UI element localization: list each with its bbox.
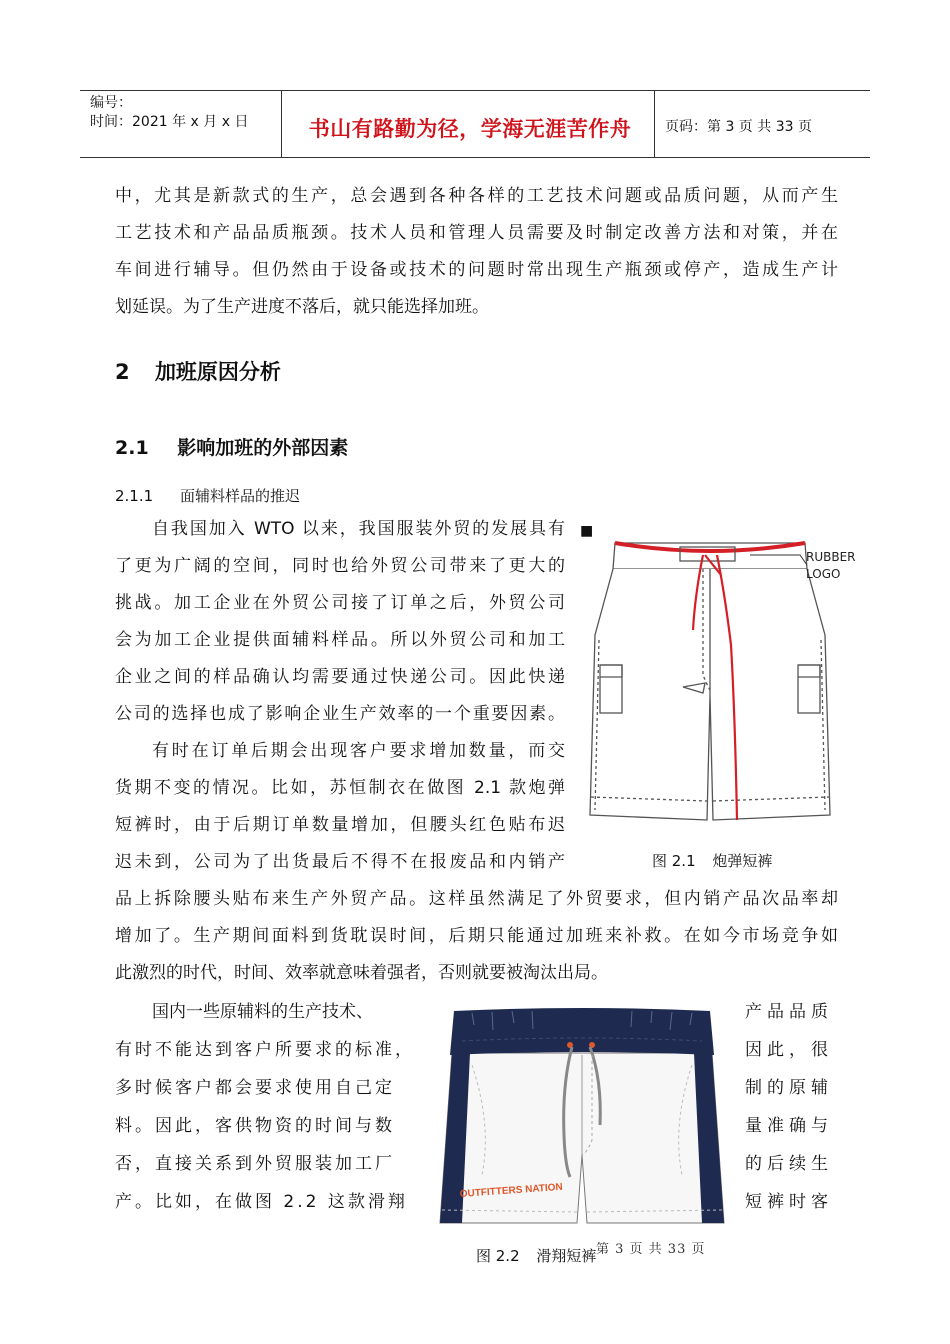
figure-2-1-bullet: ■	[580, 523, 594, 539]
header-divider-left	[281, 90, 282, 158]
section-2-title: 加班原因分析	[154, 360, 281, 384]
para3-left-3: 多时候客户都会要求使用自己定	[115, 1078, 395, 1098]
section-2-heading	[115, 356, 281, 386]
para3-right-1: 产品品质	[745, 1002, 833, 1022]
section-2-1-1-number: 2.1.1	[115, 487, 154, 505]
figure-2-1-caption	[652, 850, 772, 871]
para3-right-5: 的后续生	[745, 1154, 833, 1174]
intro-line-4: 划延误。为了生产进度不落后，就只能选择加班。	[115, 297, 489, 317]
header-top-rule	[80, 90, 870, 91]
figure-2-1-callout-line-2: LOGO	[806, 567, 841, 581]
header-bottom-rule	[80, 157, 870, 158]
intro-line-1: 中，尤其是新款式的生产，总会遇到各种各样的工艺技术问题或品质问题，从而产生	[115, 186, 838, 206]
header-page-label: 页码：第 3 页 共 33 页	[665, 119, 812, 135]
figure-2-1-callout-line-1: RUBBER	[806, 550, 856, 564]
para2-line-1: 有时在订单后期会出现客户要求增加数量，而交	[152, 741, 565, 761]
para3-right-3: 制的原辅	[745, 1078, 833, 1098]
figure-2-2-caption-number: 图 2.2	[476, 1247, 520, 1265]
intro-line-2: 工艺技术和产品品质瓶颈。技术人员和管理人员需要及时制定改善方法和对策，并在	[115, 223, 838, 243]
header-time-label: 时间：2021 年 x 月 x 日	[90, 114, 249, 130]
para3-left-4: 料。因此，客供物资的时间与数	[115, 1116, 395, 1136]
figure-2-1-caption-number: 图 2.1	[652, 852, 696, 870]
section-2-1-1-heading	[115, 485, 300, 506]
para2-full-line-3: 此激烈的时代，时间、效率就意味着强者，否则就要被淘汰出局。	[115, 963, 608, 983]
para2-line-3: 短裤时，由于后期订单数量增加，但腰头红色贴布迟	[115, 815, 565, 835]
para2-full-line-1: 品上拆除腰头贴布来生产外贸产品。这样虽然满足了外贸要求，但内销产品次品率却	[115, 889, 838, 909]
para1-line-2: 了更为广阔的空间，同时也给外贸公司带来了更大的	[115, 556, 565, 576]
para3-left-6: 产。比如，在做图 2.2 这款滑翔	[115, 1192, 408, 1212]
header-number-label: 编号：	[90, 95, 132, 111]
figure-2-2-shorts-illustration	[432, 1005, 732, 1227]
para2-line-2: 货期不变的情况。比如，苏恒制衣在做图 2.1 款炮弹	[115, 778, 565, 798]
para2-full-line-2: 增加了。生产期间面料到货耽误时间，后期只能通过加班来补救。在如今市场竞争如	[115, 926, 838, 946]
intro-line-3: 车间进行辅导。但仍然由于设备或技术的问题时常出现生产瓶颈或停产，造成生产计	[115, 260, 838, 280]
para3-left-1: 国内一些原辅料的生产技术、	[152, 1002, 373, 1022]
para3-left-2: 有时不能达到客户所要求的标准，	[115, 1040, 415, 1060]
para3-left-5: 否，直接关系到外贸服装加工厂	[115, 1154, 395, 1174]
footer-page-number: 第 3 页 共 33 页	[596, 1242, 706, 1257]
para1-line-5: 企业之间的样品确认均需要通过快递公司。因此快递	[115, 667, 565, 687]
section-2-1-1-title: 面辅料样品的推迟	[179, 487, 300, 505]
para1-line-6: 公司的选择也成了影响企业生产效率的一个重要因素。	[115, 704, 565, 724]
figure-2-2-brand-text: OUTFITTERS NATION	[459, 1181, 564, 1200]
para1-line-1: 自我国加入 WTO 以来，我国服装外贸的发展具有	[152, 519, 565, 539]
header-divider-right	[654, 90, 655, 158]
para1-line-4: 会为加工企业提供面辅料样品。所以外贸公司和加工	[115, 630, 565, 650]
section-2-1-number: 2.1	[115, 437, 149, 459]
para3-right-6: 短裤时客	[745, 1192, 833, 1212]
para3-right-2: 因此，很	[745, 1040, 833, 1060]
section-2-1-heading	[115, 433, 348, 460]
header-motto: 书山有路勤为径，学海无涯苦作舟	[308, 117, 632, 141]
para1-line-3: 挑战。加工企业在外贸公司接了订单之后，外贸公司	[115, 593, 565, 613]
figure-2-1-caption-text: 炮弹短裤	[712, 852, 773, 870]
figure-2-2-caption	[476, 1245, 596, 1266]
para3-right-4: 量准确与	[745, 1116, 833, 1136]
figure-2-1-shorts-illustration	[585, 525, 835, 835]
para2-line-4: 迟未到，公司为了出货最后不得不在报废品和内销产	[115, 852, 565, 872]
section-2-number: 2	[115, 360, 130, 384]
figure-2-2-caption-text: 滑翔短裤	[536, 1247, 597, 1265]
section-2-1-title: 影响加班的外部因素	[177, 437, 349, 459]
